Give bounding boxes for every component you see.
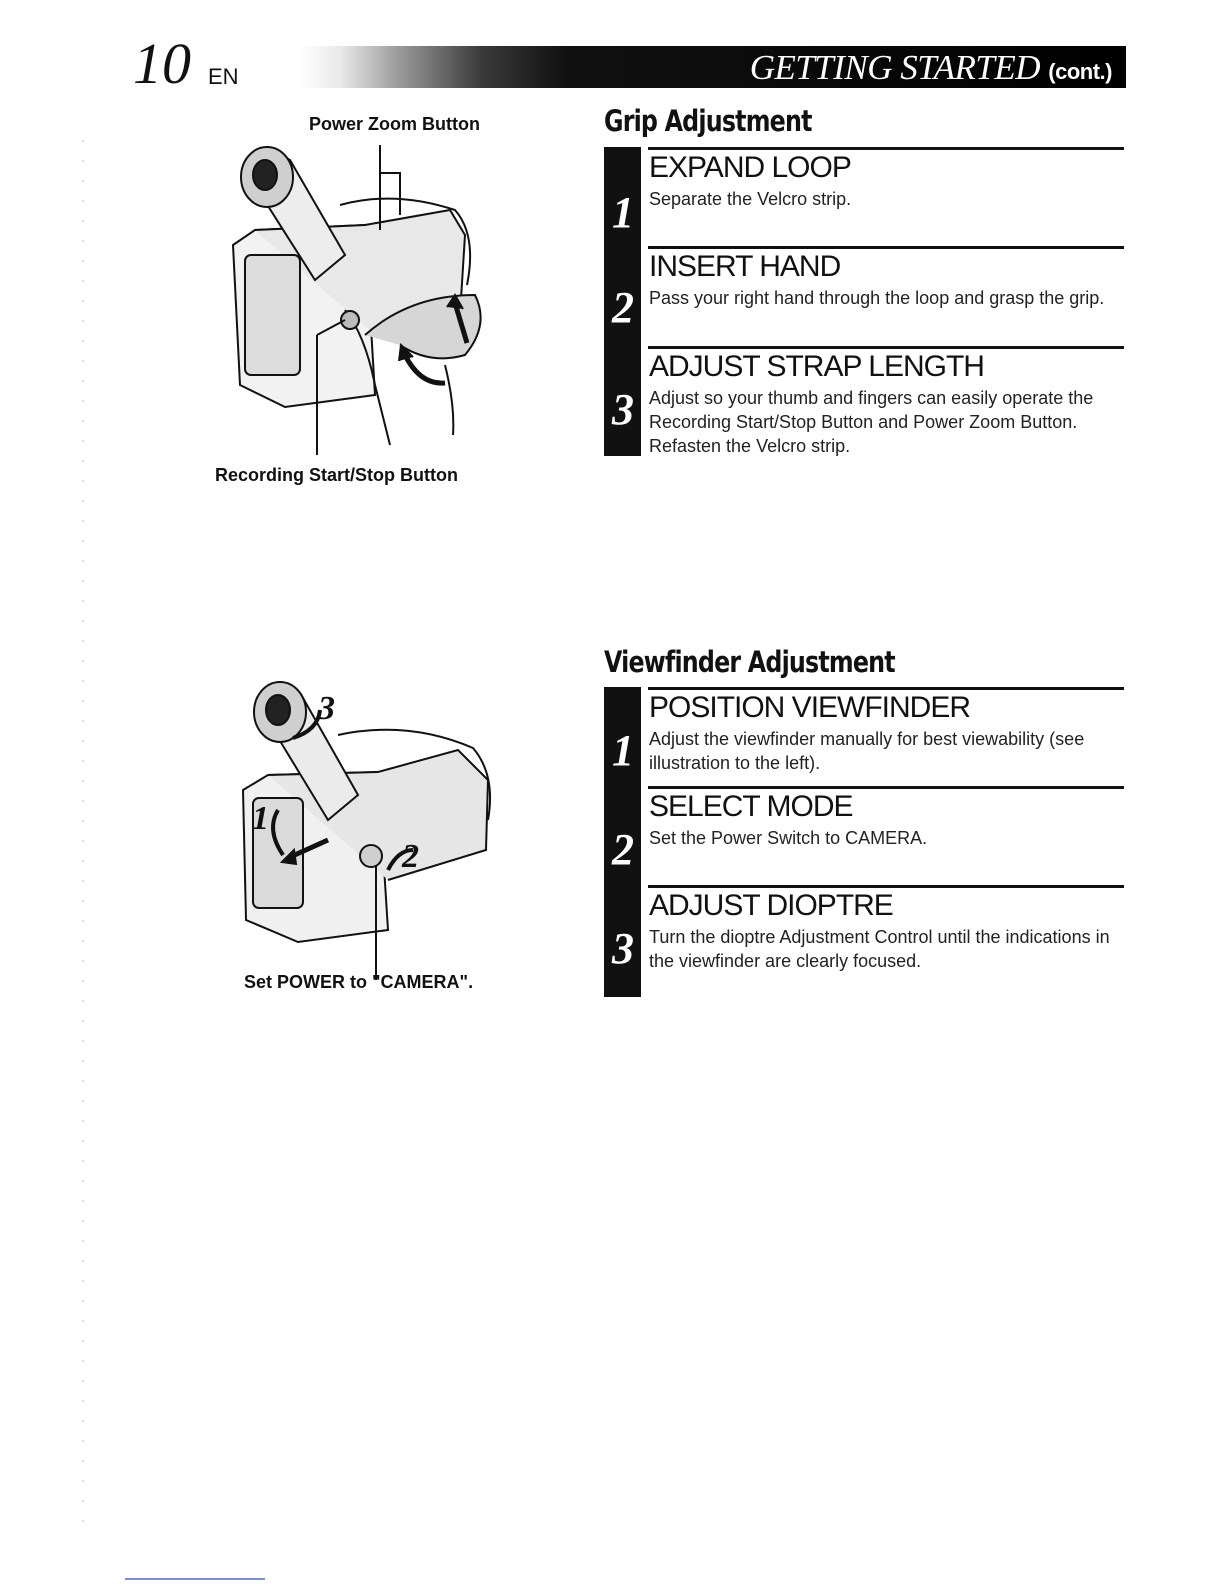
viewfinder-step-2-number: 2 [612,825,634,874]
header-title-text: GETTING STARTED [749,48,1041,87]
grip-step-2-number: 2 [612,283,634,332]
callout-1: 1 [252,800,269,837]
viewfinder-step-3-number: 3 [612,924,634,973]
viewfinder-step-3 [604,885,1124,997]
grip-step-1-text: Separate the Velcro strip. [649,189,852,209]
page-number: 10 [133,31,191,96]
header-title-suffix: (cont.) [1048,59,1112,84]
header-title [750,46,1112,88]
viewfinder-step-1-heading: POSITION VIEWFINDER [649,691,971,724]
grip-step-3-number: 3 [612,385,634,434]
scan-margin-marks [55,140,95,1540]
viewfinder-step-1-number: 1 [612,726,634,775]
bottom-edge-line [125,1578,265,1580]
viewfinder-step-2-heading: SELECT MODE [649,790,853,823]
viewfinder-step-2 [604,786,1124,886]
viewfinder-step-3-text: Turn the dioptre Adjustment Control until the indications in the viewfinder are clearly focused. [649,927,1110,971]
recording-start-stop-label: Recording Start/Stop Button [215,465,458,485]
grip-step-1-heading: EXPAND LOOP [649,151,851,184]
grip-step-2 [604,246,1124,347]
grip-step-1 [604,147,1124,247]
grip-adjustment-title: Grip Adjustment [604,104,812,138]
grip-step-2-text: Pass your right hand through the loop and grasp the grip. [649,288,1105,308]
grip-step-3-heading: ADJUST STRAP LENGTH [649,350,984,383]
grip-step-3 [604,346,1124,456]
callout-2: 2 [402,838,419,875]
viewfinder-step-3-heading: ADJUST DIOPTRE [649,889,893,922]
grip-step-1-number: 1 [612,188,634,237]
viewfinder-illustration [238,680,508,980]
power-zoom-button-label: Power Zoom Button [309,114,480,134]
viewfinder-step-1-text: Adjust the viewfinder manually for best viewability (see illustration to the left). [649,729,1085,773]
grip-illustration [215,135,505,455]
viewfinder-adjustment-title: Viewfinder Adjustment [604,645,895,679]
grip-step-3-text: Adjust so your thumb and fingers can easily operate the Recording Start/Stop Button and Power Zoom Button. Refasten the Velcro strip. [649,388,1094,456]
viewfinder-step-1 [604,687,1124,787]
page-language: EN [208,64,239,89]
viewfinder-step-2-text: Set the Power Switch to CAMERA. [649,828,928,848]
set-power-label: Set POWER to "CAMERA". [244,972,474,992]
header-banner [300,46,1126,88]
grip-step-2-heading: INSERT HAND [649,250,841,283]
callout-3: 3 [318,690,335,727]
